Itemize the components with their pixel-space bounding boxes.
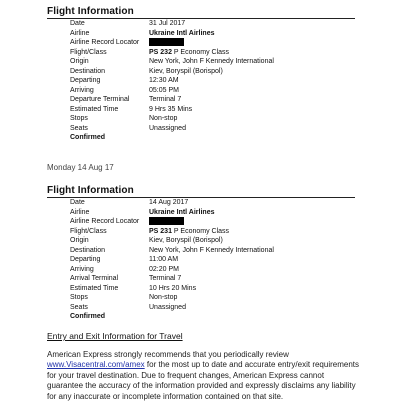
flight2-section-title: Flight Information [47, 185, 134, 196]
flight2-row-date [0, 198, 400, 208]
row-label: Stops [70, 294, 88, 301]
row-value: 02:20 PM [149, 265, 179, 273]
visacentral-link[interactable]: www.Visacentral.com/amex [47, 360, 145, 370]
date-header: Monday 14 Aug 17 [47, 163, 114, 172]
flight1-row-airline [0, 29, 400, 39]
row-label: Date [70, 199, 85, 206]
flight2-row-stops [0, 293, 400, 303]
flight2-row-airline [0, 208, 400, 218]
flight1-row-departing [0, 76, 400, 86]
flight2-row-origin [0, 236, 400, 246]
row-value: Non-stop [149, 115, 178, 122]
flight2-row-record-locator [0, 217, 400, 227]
row-value: Ukraine Intl Airlines [149, 29, 215, 37]
flight1-row-terminal [0, 95, 400, 105]
row-value: 9 Hrs 35 Mins [149, 105, 193, 113]
row-value: 31 Jul 2017 [149, 20, 186, 27]
flight1-row-record-locator [0, 38, 400, 48]
flight2-row-flight-class [0, 227, 400, 237]
flight1-row-stops [0, 114, 400, 124]
row-value: Unassigned [149, 124, 186, 132]
row-label: Flight/Class [70, 48, 107, 56]
row-value: Unassigned [149, 303, 186, 311]
flight2-row-terminal [0, 274, 400, 284]
row-label: Estimated Time [70, 284, 119, 292]
flight-class: P Economy Class [171, 227, 230, 235]
row-label: Airline [70, 29, 90, 37]
row-label: Destination [70, 67, 106, 75]
paragraph-text-end: for the most up to date and accurate entry/exit requirements for your travel destination. Due to frequent changes, American Express cannot guarantee the accuracy of the information provided and expressly disclaims any liability for any inaccurate or incomplete information contained on that site. [47, 360, 360, 401]
row-value: 12:30 AM [149, 77, 179, 84]
row-label: Flight/Class [70, 227, 107, 235]
redaction-bar [149, 38, 184, 46]
row-label: Departure Terminal [70, 96, 130, 103]
row-value [149, 48, 229, 58]
flight2-row-seats [0, 303, 400, 313]
row-label: Destination [70, 246, 106, 254]
row-label: Arriving [70, 265, 94, 273]
row-value: Kiev, Boryspil (Borispol) [149, 237, 223, 244]
flight1-row-destination [0, 67, 400, 77]
paragraph-text-start: American Express strongly recommends that you periodically review [47, 350, 289, 359]
row-value: 11:00 AM [149, 256, 179, 263]
flight1-row-date [0, 19, 400, 29]
row-value: Terminal 7 [149, 275, 182, 282]
row-label: Airline Record Locator [70, 218, 140, 225]
entry-exit-title: Entry and Exit Information for Travel [47, 331, 183, 341]
row-value: Ukraine Intl Airlines [149, 208, 215, 216]
row-label: Seats [70, 124, 88, 132]
row-label: Departing [70, 77, 101, 84]
row-label: Arrival Terminal [70, 275, 119, 282]
row-value: New York, John F Kennedy International [149, 246, 274, 254]
flight2-row-estimated-time [0, 284, 400, 294]
flight1-section-title: Flight Information [47, 6, 134, 17]
row-label: Date [70, 20, 85, 27]
row-label: Arriving [70, 86, 94, 94]
row-label: Seats [70, 303, 88, 311]
row-value: 14 Aug 2017 [149, 199, 189, 206]
row-value: 10 Hrs 20 Mins [149, 284, 197, 292]
flight-number: PS 232 [149, 48, 172, 56]
flight2-row-destination [0, 246, 400, 256]
row-label: Stops [70, 115, 88, 122]
redaction-bar [149, 217, 184, 225]
flight2-row-departing [0, 255, 400, 265]
flight-class: P Economy Class [171, 48, 230, 56]
flight1-row-seats [0, 124, 400, 134]
flight1-row-arriving [0, 86, 400, 96]
row-value: Kiev, Boryspil (Borispol) [149, 67, 223, 75]
flight-number: PS 231 [149, 227, 172, 235]
flight1-row-origin [0, 57, 400, 67]
flight2-row-arriving [0, 265, 400, 275]
row-value: 05:05 PM [149, 86, 179, 94]
row-value: Non-stop [149, 294, 178, 301]
entry-exit-paragraph [47, 350, 362, 402]
row-label: Estimated Time [70, 105, 119, 113]
flight1-row-estimated-time [0, 105, 400, 115]
row-label: Departing [70, 256, 101, 263]
row-value: Terminal 7 [149, 96, 182, 103]
row-label: Airline [70, 208, 90, 216]
row-value [149, 227, 229, 237]
flight2-status: Confirmed [70, 313, 105, 320]
row-label: Origin [70, 237, 89, 244]
row-value: New York, John F Kennedy International [149, 58, 274, 65]
row-label: Origin [70, 58, 89, 65]
row-label: Airline Record Locator [70, 39, 140, 46]
flight1-row-flight-class [0, 48, 400, 58]
flight1-status: Confirmed [70, 134, 105, 141]
